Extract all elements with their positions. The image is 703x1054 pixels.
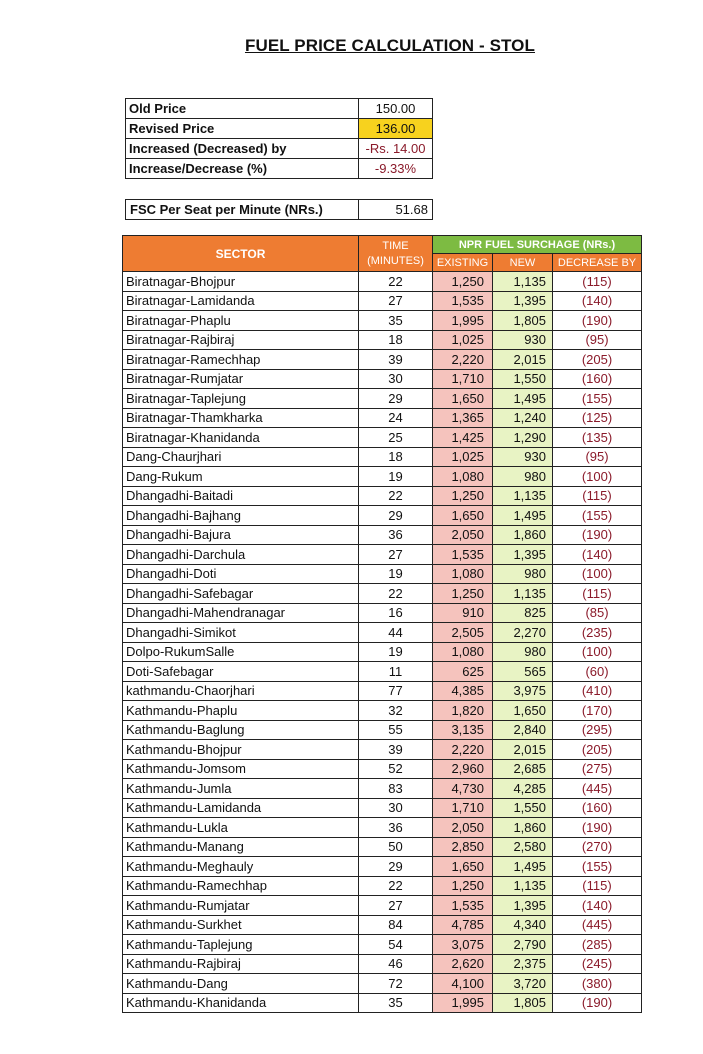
new-cell: 565 [493,662,553,682]
new-cell: 2,685 [493,759,553,779]
existing-cell: 3,135 [433,720,493,740]
sector-cell: Kathmandu-Manang [123,837,359,857]
time-cell: 36 [359,525,433,545]
table-row [123,447,642,467]
sector-cell: Dhangadhi-Safebagar [123,584,359,604]
time-cell: 35 [359,993,433,1013]
new-cell: 1,805 [493,311,553,331]
table-row [123,642,642,662]
existing-cell: 4,100 [433,974,493,994]
sector-cell: Dhangadhi-Mahendranagar [123,603,359,623]
table-row [123,545,642,565]
new-cell: 3,975 [493,681,553,701]
old-price-row [126,99,433,119]
existing-cell: 2,620 [433,954,493,974]
sector-cell: Dhangadhi-Darchula [123,545,359,565]
sector-cell: Dolpo-RukumSalle [123,642,359,662]
table-row [123,779,642,799]
sector-cell: Kathmandu-Dang [123,974,359,994]
decrease-cell: (95) [553,447,642,467]
table-row [123,330,642,350]
time-cell: 18 [359,447,433,467]
time-cell: 22 [359,272,433,292]
sector-cell: kathmandu-Chaorjhari [123,681,359,701]
decrease-cell: (115) [553,876,642,896]
time-cell: 18 [359,330,433,350]
decrease-cell: (190) [553,525,642,545]
decrease-cell: (115) [553,486,642,506]
existing-cell: 1,535 [433,545,493,565]
table-row [123,486,642,506]
new-cell: 2,580 [493,837,553,857]
table-row [123,662,642,682]
time-cell: 27 [359,291,433,311]
time-cell: 27 [359,545,433,565]
table-row [123,954,642,974]
time-cell: 29 [359,857,433,877]
sector-cell: Biratnagar-Taplejung [123,389,359,409]
table-row [123,623,642,643]
existing-header: EXISTING [433,254,493,272]
sector-cell: Dhangadhi-Bajhang [123,506,359,526]
existing-cell: 1,650 [433,389,493,409]
new-cell: 1,495 [493,857,553,877]
new-cell: 2,015 [493,740,553,760]
fsc-value: 51.68 [359,200,433,220]
new-cell: 1,135 [493,486,553,506]
time-cell: 27 [359,896,433,916]
decrease-cell: (160) [553,369,642,389]
sector-cell: Dhangadhi-Doti [123,564,359,584]
new-cell: 1,135 [493,876,553,896]
existing-cell: 1,365 [433,408,493,428]
change-row [126,139,433,159]
sector-cell: Kathmandu-Baglung [123,720,359,740]
sector-cell: Kathmandu-Rumjatar [123,896,359,916]
table-row [123,740,642,760]
table-row [123,311,642,331]
sector-cell: Biratnagar-Bhojpur [123,272,359,292]
table-row [123,350,642,370]
sector-cell: Dhangadhi-Bajura [123,525,359,545]
table-row [123,837,642,857]
existing-cell: 1,250 [433,876,493,896]
existing-cell: 4,730 [433,779,493,799]
time-cell: 19 [359,467,433,487]
table-row [123,701,642,721]
sector-cell: Dang-Chaurjhari [123,447,359,467]
existing-cell: 2,220 [433,350,493,370]
fuel-surcharge-table [122,235,642,1013]
table-row [123,818,642,838]
table-row [123,915,642,935]
existing-cell: 910 [433,603,493,623]
existing-cell: 1,820 [433,701,493,721]
table-row [123,681,642,701]
decrease-cell: (245) [553,954,642,974]
existing-cell: 1,710 [433,369,493,389]
new-cell: 1,495 [493,506,553,526]
new-cell: 1,395 [493,545,553,565]
revised-price-label: Revised Price [126,119,359,139]
table-row [123,291,642,311]
pct-value: -9.33% [359,159,433,179]
existing-cell: 1,535 [433,291,493,311]
decrease-cell: (155) [553,389,642,409]
existing-cell: 2,850 [433,837,493,857]
time-cell: 54 [359,935,433,955]
existing-cell: 2,050 [433,525,493,545]
pct-label: Increase/Decrease (%) [126,159,359,179]
time-cell: 22 [359,584,433,604]
sector-cell: Biratnagar-Phaplu [123,311,359,331]
existing-cell: 2,505 [433,623,493,643]
sector-cell: Biratnagar-Khanidanda [123,428,359,448]
new-cell: 2,015 [493,350,553,370]
new-cell: 930 [493,330,553,350]
existing-cell: 1,080 [433,467,493,487]
sector-cell: Kathmandu-Jumla [123,779,359,799]
time-cell: 72 [359,974,433,994]
sector-cell: Kathmandu-Khanidanda [123,993,359,1013]
time-cell: 36 [359,818,433,838]
change-value: -Rs. 14.00 [359,139,433,159]
sector-header: SECTOR [123,236,359,272]
existing-cell: 3,075 [433,935,493,955]
sector-cell: Biratnagar-Rumjatar [123,369,359,389]
new-cell: 4,340 [493,915,553,935]
decrease-cell: (190) [553,993,642,1013]
sector-cell: Biratnagar-Ramechhap [123,350,359,370]
table-row [123,584,642,604]
new-cell: 1,550 [493,798,553,818]
table-row [123,798,642,818]
decrease-cell: (275) [553,759,642,779]
table-row [123,603,642,623]
decrease-cell: (115) [553,272,642,292]
time-cell: 83 [359,779,433,799]
sector-cell: Biratnagar-Rajbiraj [123,330,359,350]
time-cell: 19 [359,642,433,662]
existing-cell: 1,080 [433,564,493,584]
new-cell: 2,375 [493,954,553,974]
new-cell: 1,805 [493,993,553,1013]
existing-cell: 4,785 [433,915,493,935]
existing-cell: 1,250 [433,486,493,506]
decrease-cell: (235) [553,623,642,643]
table-row [123,525,642,545]
surcharge-group-header: NPR FUEL SURCHAGE (NRs.) [433,236,642,254]
time-cell: 25 [359,428,433,448]
decrease-cell: (445) [553,915,642,935]
decrease-cell: (190) [553,311,642,331]
time-cell: 55 [359,720,433,740]
time-cell: 46 [359,954,433,974]
sector-cell: Kathmandu-Phaplu [123,701,359,721]
decrease-cell: (295) [553,720,642,740]
new-cell: 980 [493,642,553,662]
decrease-header: DECREASE BY [553,254,642,272]
existing-cell: 1,710 [433,798,493,818]
time-cell: 19 [359,564,433,584]
table-row [123,993,642,1013]
decrease-cell: (125) [553,408,642,428]
new-cell: 930 [493,447,553,467]
existing-cell: 2,960 [433,759,493,779]
decrease-cell: (115) [553,584,642,604]
decrease-cell: (140) [553,545,642,565]
decrease-cell: (205) [553,740,642,760]
new-cell: 4,285 [493,779,553,799]
new-cell: 825 [493,603,553,623]
decrease-cell: (160) [553,798,642,818]
new-header: NEW [493,254,553,272]
table-row [123,876,642,896]
sector-cell: Biratnagar-Lamidanda [123,291,359,311]
existing-cell: 1,250 [433,272,493,292]
new-cell: 1,135 [493,584,553,604]
existing-cell: 1,995 [433,993,493,1013]
table-row [123,428,642,448]
time-header-line1: TIME [382,239,409,252]
existing-cell: 1,425 [433,428,493,448]
decrease-cell: (285) [553,935,642,955]
sector-cell: Kathmandu-Lukla [123,818,359,838]
table-row [123,564,642,584]
existing-cell: 2,220 [433,740,493,760]
existing-cell: 1,650 [433,857,493,877]
decrease-cell: (205) [553,350,642,370]
time-header [359,236,433,272]
time-cell: 30 [359,369,433,389]
price-summary-box [125,98,433,179]
time-cell: 29 [359,389,433,409]
sector-cell: Kathmandu-Taplejung [123,935,359,955]
sector-cell: Biratnagar-Thamkharka [123,408,359,428]
time-cell: 29 [359,506,433,526]
new-cell: 1,650 [493,701,553,721]
sector-cell: Kathmandu-Surkhet [123,915,359,935]
time-cell: 84 [359,915,433,935]
time-cell: 30 [359,798,433,818]
sector-cell: Kathmandu-Ramechhap [123,876,359,896]
time-cell: 52 [359,759,433,779]
new-cell: 1,860 [493,525,553,545]
sector-cell: Kathmandu-Meghauly [123,857,359,877]
existing-cell: 1,080 [433,642,493,662]
new-cell: 980 [493,467,553,487]
revised-price-value: 136.00 [359,119,433,139]
fsc-row [126,200,433,220]
time-cell: 44 [359,623,433,643]
sector-cell: Dhangadhi-Simikot [123,623,359,643]
time-cell: 35 [359,311,433,331]
new-cell: 1,395 [493,896,553,916]
table-row [123,389,642,409]
old-price-label: Old Price [126,99,359,119]
new-cell: 1,495 [493,389,553,409]
decrease-cell: (155) [553,506,642,526]
decrease-cell: (410) [553,681,642,701]
new-cell: 1,395 [493,291,553,311]
page-title: FUEL PRICE CALCULATION - STOL [244,36,535,55]
decrease-cell: (170) [553,701,642,721]
table-row [123,467,642,487]
time-cell: 22 [359,876,433,896]
decrease-cell: (60) [553,662,642,682]
time-cell: 11 [359,662,433,682]
fsc-box [125,199,433,220]
decrease-cell: (190) [553,818,642,838]
new-cell: 2,790 [493,935,553,955]
decrease-cell: (140) [553,896,642,916]
decrease-cell: (100) [553,467,642,487]
time-header-line2: (MINUTES) [367,254,424,267]
time-cell: 32 [359,701,433,721]
existing-cell: 2,050 [433,818,493,838]
table-row [123,369,642,389]
sector-cell: Kathmandu-Rajbiraj [123,954,359,974]
decrease-cell: (100) [553,564,642,584]
new-cell: 980 [493,564,553,584]
table-row [123,857,642,877]
table-row [123,974,642,994]
old-price-value: 150.00 [359,99,433,119]
existing-cell: 1,995 [433,311,493,331]
decrease-cell: (140) [553,291,642,311]
new-cell: 1,290 [493,428,553,448]
existing-cell: 625 [433,662,493,682]
existing-cell: 1,025 [433,447,493,467]
existing-cell: 1,650 [433,506,493,526]
table-row [123,408,642,428]
time-cell: 22 [359,486,433,506]
time-cell: 16 [359,603,433,623]
decrease-cell: (380) [553,974,642,994]
time-cell: 39 [359,350,433,370]
pct-row [126,159,433,179]
existing-cell: 1,535 [433,896,493,916]
table-row [123,935,642,955]
sector-cell: Kathmandu-Lamidanda [123,798,359,818]
sector-cell: Dang-Rukum [123,467,359,487]
change-label: Increased (Decreased) by [126,139,359,159]
fsc-label: FSC Per Seat per Minute (NRs.) [126,200,359,220]
new-cell: 3,720 [493,974,553,994]
existing-cell: 1,025 [433,330,493,350]
time-cell: 50 [359,837,433,857]
table-row [123,720,642,740]
decrease-cell: (270) [553,837,642,857]
table-body [123,272,642,1013]
sector-cell: Kathmandu-Jomsom [123,759,359,779]
new-cell: 1,240 [493,408,553,428]
table-row [123,506,642,526]
new-cell: 1,550 [493,369,553,389]
table-row [123,272,642,292]
decrease-cell: (135) [553,428,642,448]
decrease-cell: (445) [553,779,642,799]
existing-cell: 4,385 [433,681,493,701]
decrease-cell: (100) [553,642,642,662]
decrease-cell: (155) [553,857,642,877]
table-row [123,896,642,916]
time-cell: 39 [359,740,433,760]
table-row [123,759,642,779]
revised-price-row [126,119,433,139]
new-cell: 1,135 [493,272,553,292]
time-cell: 77 [359,681,433,701]
decrease-cell: (95) [553,330,642,350]
sector-cell: Dhangadhi-Baitadi [123,486,359,506]
decrease-cell: (85) [553,603,642,623]
sector-cell: Doti-Safebagar [123,662,359,682]
time-cell: 24 [359,408,433,428]
new-cell: 2,840 [493,720,553,740]
new-cell: 2,270 [493,623,553,643]
existing-cell: 1,250 [433,584,493,604]
table-header [123,236,642,272]
new-cell: 1,860 [493,818,553,838]
sector-cell: Kathmandu-Bhojpur [123,740,359,760]
